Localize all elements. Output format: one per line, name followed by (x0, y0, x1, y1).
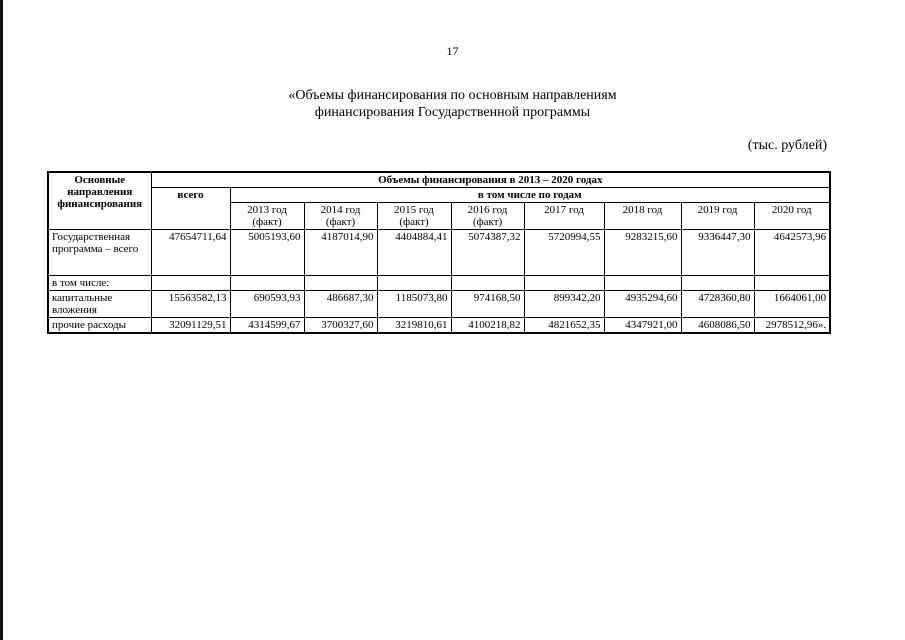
row-label: Государственная программа – всего (48, 230, 151, 276)
cell-value: 4404884,41 (377, 230, 451, 276)
unit-label: (тыс. рублей) (747, 138, 827, 153)
header-main-direction: Основные направления финансирования (48, 172, 151, 230)
cell-value: 4821652,35 (524, 318, 604, 334)
row-label: капитальные вложения (48, 291, 151, 318)
table-row-other-expenses (48, 318, 830, 334)
header-total: всего (151, 188, 230, 230)
cell-empty (754, 276, 830, 291)
cell-value: 1185073,80 (377, 291, 451, 318)
header-row-1 (48, 172, 830, 188)
cell-empty (151, 276, 230, 291)
table-row-program-total (48, 230, 830, 276)
cell-value: 9336447,30 (681, 230, 754, 276)
cell-value: 486687,30 (304, 291, 377, 318)
cell-total: 32091129,51 (151, 318, 230, 334)
title-line-1: «Объемы финансирования по основным направлениям (288, 88, 617, 103)
header-year: 2018 год (604, 203, 681, 230)
cell-empty (604, 276, 681, 291)
row-label: прочие расходы (48, 318, 151, 334)
header-row-2 (48, 188, 830, 203)
table-row-capital-investments (48, 291, 830, 318)
table-row-including (48, 276, 830, 291)
cell-value: 9283215,60 (604, 230, 681, 276)
cell-value: 4608086,50 (681, 318, 754, 334)
header-year: 2017 год (524, 203, 604, 230)
cell-value: 4187014,90 (304, 230, 377, 276)
header-year: 2013 год (факт) (230, 203, 304, 230)
header-by-years: в том числе по годам (230, 188, 830, 203)
financing-table (47, 171, 831, 334)
cell-value: 4347921,00 (604, 318, 681, 334)
header-year: 2016 год (факт) (451, 203, 524, 230)
cell-value: 1664061,00 (754, 291, 830, 318)
header-financing-group: Объемы финансирования в 2013 – 2020 годах (151, 172, 830, 188)
cell-value: 4100218,82 (451, 318, 524, 334)
cell-empty (230, 276, 304, 291)
title-line-2: финансирования Государственной программы (314, 105, 591, 120)
cell-value: 4728360,80 (681, 291, 754, 318)
header-year: 2014 год (факт) (304, 203, 377, 230)
cell-value: 2978512,96». (754, 318, 830, 334)
cell-empty (377, 276, 451, 291)
page-number: 17 (446, 44, 459, 58)
cell-total: 15563582,13 (151, 291, 230, 318)
cell-value: 4314599,67 (230, 318, 304, 334)
cell-value: 4935294,60 (604, 291, 681, 318)
cell-empty (451, 276, 524, 291)
cell-value: 5720994,55 (524, 230, 604, 276)
cell-empty (304, 276, 377, 291)
cell-value: 5074387,32 (451, 230, 524, 276)
cell-value: 974168,50 (451, 291, 524, 318)
cell-value: 4642573,96 (754, 230, 830, 276)
cell-value: 3219810,61 (377, 318, 451, 334)
header-year: 2019 год (681, 203, 754, 230)
cell-value: 899342,20 (524, 291, 604, 318)
cell-empty (524, 276, 604, 291)
cell-total: 47654711,64 (151, 230, 230, 276)
header-year: 2020 год (754, 203, 830, 230)
cell-value: 3700327,60 (304, 318, 377, 334)
cell-value: 690593,93 (230, 291, 304, 318)
cell-empty (681, 276, 754, 291)
header-year: 2015 год (факт) (377, 203, 451, 230)
row-label: в том числе: (48, 276, 151, 291)
cell-value: 5005193,60 (230, 230, 304, 276)
document-title (0, 87, 905, 121)
